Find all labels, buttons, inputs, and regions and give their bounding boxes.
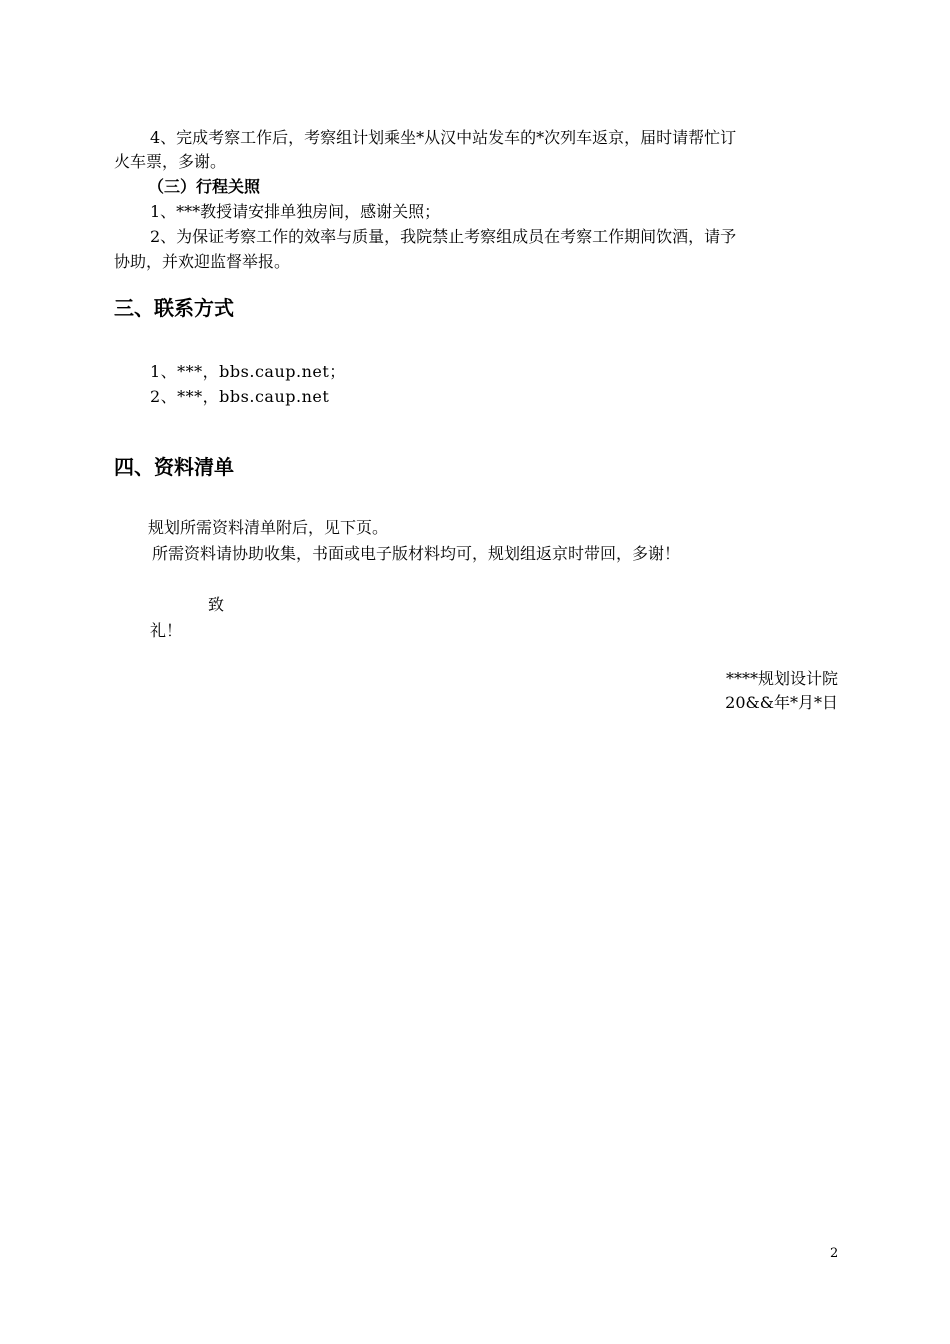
- closing-li: 礼！: [150, 621, 183, 640]
- page-number: 2: [830, 1246, 839, 1261]
- itinerary-item2-line1: 2、为保证考察工作的效率与质量，我院禁止考察组成员在考察工作期间饮酒，请予: [150, 227, 737, 246]
- materials-line1: 规划所需资料清单附后，见下页。: [148, 518, 389, 537]
- section-title-contact: 三、联系方式: [114, 296, 234, 320]
- signature-date: 20&&年*月*日: [725, 693, 838, 712]
- itinerary-item2-line2: 协助，并欢迎监督举报。: [114, 252, 291, 271]
- closing-zhi: 致: [208, 595, 225, 614]
- itinerary-item1: 1、***教授请安排单独房间，感谢关照；: [150, 202, 441, 221]
- item4-line2: 火车票，多谢。: [114, 152, 227, 171]
- contact-item2: 2、***，bbs.caup.net: [150, 387, 330, 406]
- contact-item1: 1、***，bbs.caup.net；: [150, 362, 346, 381]
- materials-line2: 所需资料请协助收集，书面或电子版材料均可，规划组返京时带回，多谢！: [152, 544, 681, 563]
- signature-org: ****规划设计院: [725, 669, 838, 688]
- section-title-materials: 四、资料清单: [114, 455, 234, 479]
- subsection-title-itinerary-care: （三）行程关照: [148, 177, 261, 196]
- item4-line1: 4、完成考察工作后，考察组计划乘坐*从汉中站发车的*次列车返京，届时请帮忙订: [150, 128, 737, 147]
